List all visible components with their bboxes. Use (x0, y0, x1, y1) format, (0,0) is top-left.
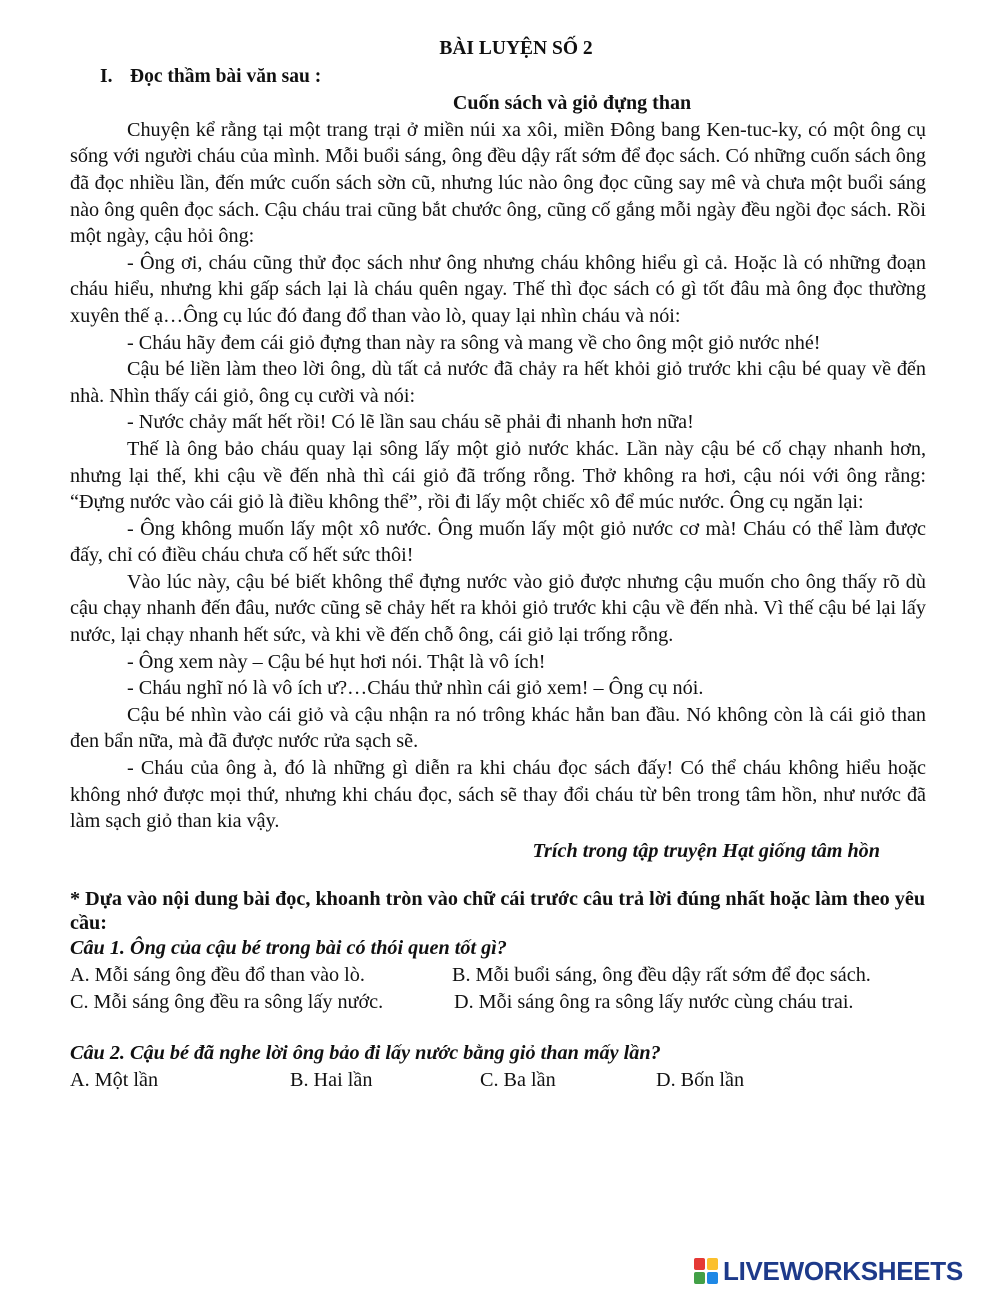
story-paragraph: - Nước chảy mất hết rồi! Có lẽ lần sau cháu sẽ phải đi nhanh hơn nữa! (127, 411, 694, 434)
story-paragraph: - Ông xem này – Cậu bé hụt hơi nói. Thật là vô ích! (127, 650, 546, 673)
q2-option-b[interactable]: B. Hai lần (290, 1068, 373, 1091)
logo-tile (707, 1258, 718, 1270)
question-1-prompt: Câu 1. Ông của cậu bé trong bài có thói quen tốt gì? (70, 937, 507, 960)
liveworksheets-logo (694, 1254, 963, 1288)
worksheet-title: BÀI LUYỆN SỐ 2 (439, 38, 593, 59)
q1-option-c[interactable]: C. Mỗi sáng ông đều ra sông lấy nước. (70, 990, 384, 1013)
question-2-prompt: Câu 2. Cậu bé đã nghe lời ông bảo đi lấy nước bằng giỏ than mấy lần? (70, 1042, 661, 1065)
q2-option-c[interactable]: C. Ba lần (480, 1068, 556, 1091)
story-paragraph: Thế là ông bảo cháu quay lại sông lấy một giỏ nước khác. Lần này cậu bé cố chạy nhanh hơn, nhưng lại thế, khi cậu về đến nhà thì cái giỏ đã trống rỗng. Thở không ra hơi, cậu nói với ông rằng: “Đựng nước vào cái giỏ là điều không thể”, rồi đi lấy một chiếc xô để múc nước. Ông cụ ngăn lại: (70, 437, 926, 514)
story-paragraph: Cậu bé nhìn vào cái giỏ và cậu nhận ra nó trông khác hẳn ban đầu. Nó không còn là cái giỏ than đen bẩn nữa, mà đã được nước rửa sạch sẽ. (70, 703, 926, 753)
instructions: * Dựa vào nội dung bài đọc, khoanh tròn vào chữ cái trước câu trả lời đúng nhất hoặc làm theo yêu cầu: (70, 888, 926, 935)
liveworksheets-logo-icon (694, 1258, 718, 1284)
story-paragraph: Chuyện kể rằng tại một trang trại ở miền núi xa xôi, miền Đông bang Ken-tuc-ky, có một ông cụ sống với người cháu của mình. Mỗi buổi sáng, ông đều dậy rất sớm để đọc sách. Có những cuốn sách ông đã đọc nhiều lần, đến mức cuốn sách sờn cũ, nhưng lúc nào ông đọc cũng say mê và chưa một buổi sáng nào ông quên đọc sách. Cậu cháu trai cũng bắt chước ông, cũng cố gắng mỗi ngày đều ngồi đọc sách. Rồi một ngày, cậu hỏi ông: (70, 118, 926, 248)
worksheet-page (70, 36, 926, 1093)
story-attribution: Trích trong tập truyện Hạt giống tâm hồn (532, 839, 880, 862)
story-paragraph: - Ông không muốn lấy một xô nước. Ông muốn lấy một giỏ nước cơ mà! Cháu có thể làm được đấy, chỉ có điều cháu chưa cố hết sức thôi! (70, 517, 926, 567)
story-paragraph: - Ông ơi, cháu cũng thử đọc sách như ông nhưng cháu không hiểu gì cả. Hoặc là có những đoạn cháu hiểu, nhưng khi gấp sách lại là cháu quên ngay. Thế thì đọc sách có gì tốt đâu mà ông đọc thường xuyên thế ạ…Ông cụ lúc đó đang đổ than vào lò, quay lại nhìn cháu và nói: (70, 251, 926, 327)
logo-tile (694, 1258, 705, 1270)
q2-option-d[interactable]: D. Bốn lần (656, 1068, 745, 1091)
q1-option-b[interactable]: B. Mỗi buổi sáng, ông đều dậy rất sớm để đọc sách. (452, 964, 871, 986)
story-title: Cuốn sách và giỏ đựng than (452, 92, 692, 115)
story-paragraph: - Cháu nghĩ nó là vô ích ư?…Cháu thử nhìn cái giỏ xem! – Ông cụ nói. (127, 677, 704, 700)
section-heading (70, 64, 926, 91)
section-number: I. (100, 65, 113, 87)
story-paragraph: - Cháu của ông à, đó là những gì diễn ra khi cháu đọc sách đấy! Có thể cháu không hiểu hoặc không nhớ được mọi thứ, nhưng khi cháu đọc, sách sẽ thay đổi cháu từ bên trong tâm hồn, như nước đã làm sạch giỏ than kia vậy. (70, 757, 926, 833)
question-2-options-row (70, 1067, 926, 1094)
q2-option-a[interactable]: A. Một lần (70, 1068, 159, 1091)
logo-tile (694, 1272, 705, 1284)
story-paragraph: Cậu bé liền làm theo lời ông, dù tất cả nước đã chảy ra hết khỏi giỏ trước khi cậu bé quay về đến nhà. Nhìn thấy cái giỏ, ông cụ cười và nói: (70, 358, 926, 407)
story-paragraph: Vào lúc này, cậu bé biết không thể đựng nước vào giỏ được nhưng cậu muốn cho ông thấy rõ dù cậu chạy nhanh đến đâu, nước cũng sẽ chảy hết ra khỏi giỏ trước khi cậu về đến nhà. Vì thế cậu bé lại lấy nước, lại chạy nhanh hết sức, và khi về đến chỗ ông, cái giỏ lại trống rỗng. (70, 570, 926, 647)
question-1-options-row-2 (70, 989, 926, 1016)
logo-text: LIVEWORKSHEETS (723, 1255, 963, 1286)
story-paragraph: - Cháu hãy đem cái giỏ đựng than này ra sông và mang về cho ông một giỏ nước nhé! (127, 331, 821, 354)
q1-option-d[interactable]: D. Mỗi sáng ông ra sông lấy nước cùng cháu trai. (454, 990, 854, 1013)
section-title: Đọc thầm bài văn sau : (130, 65, 322, 87)
question-1-options-row-1 (70, 962, 926, 989)
q1-option-a[interactable]: A. Mỗi sáng ông đều đổ than vào lò. (70, 964, 365, 986)
logo-tile (707, 1272, 718, 1284)
